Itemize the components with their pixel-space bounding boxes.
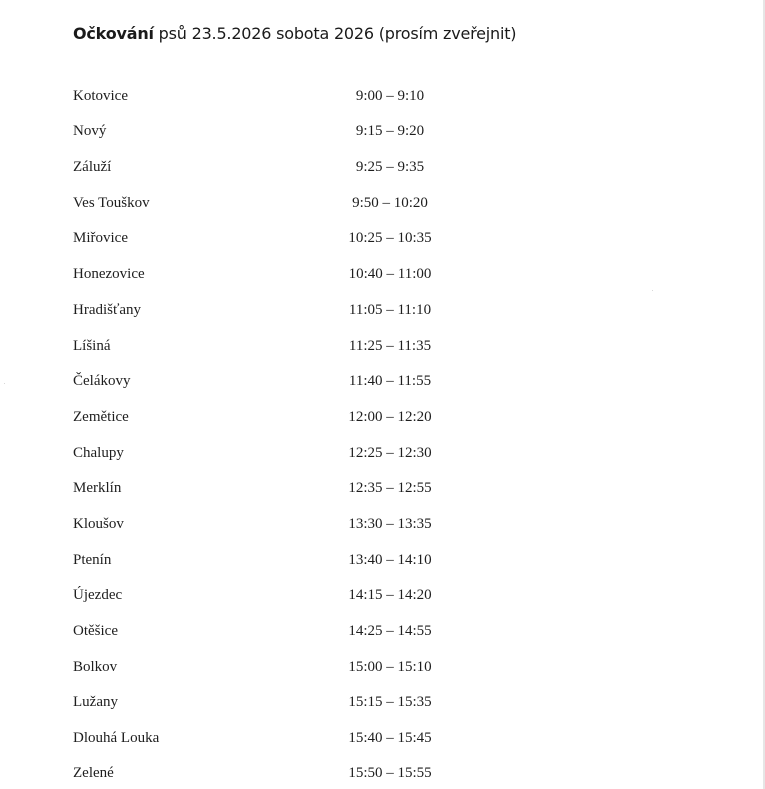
- village-name: Chalupy: [73, 445, 124, 461]
- schedule-row: [0, 228, 763, 252]
- village-name: Zelené: [73, 765, 114, 781]
- time-slot: 12:35 – 12:55: [348, 480, 432, 496]
- schedule-row: [0, 407, 763, 431]
- title-bold-part: Očkování: [73, 24, 154, 43]
- village-name: Zemětice: [73, 409, 129, 425]
- time-slot: 9:00 – 9:10: [355, 88, 425, 104]
- time-slot: 11:25 – 11:35: [348, 338, 432, 354]
- schedule-row: [0, 264, 763, 288]
- village-name: Merklín: [73, 480, 122, 496]
- schedule-row: [0, 514, 763, 538]
- time-slot: 15:15 – 15:35: [348, 694, 432, 710]
- village-name: Ves Touškov: [73, 195, 150, 211]
- schedule-row: [0, 157, 763, 181]
- village-name: Miřovice: [73, 230, 128, 246]
- village-name: Honezovice: [73, 266, 145, 282]
- title-rest-part: psů 23.5.2026 sobota 2026 (prosím zveřejnit): [153, 24, 517, 43]
- village-name: Nový: [73, 123, 107, 139]
- time-slot: 15:00 – 15:10: [348, 659, 432, 675]
- time-slot: 12:00 – 12:20: [348, 409, 432, 425]
- schedule-row: [0, 300, 763, 324]
- time-slot: 11:05 – 11:10: [348, 302, 432, 318]
- schedule-row: [0, 443, 763, 467]
- time-slot: 13:30 – 13:35: [348, 516, 432, 532]
- schedule-row: [0, 692, 763, 716]
- schedule-row: [0, 621, 763, 645]
- schedule-row: [0, 657, 763, 681]
- village-name: Hradišťany: [73, 302, 142, 318]
- time-slot: 14:15 – 14:20: [348, 587, 432, 603]
- time-slot: 10:40 – 11:00: [348, 266, 432, 282]
- time-slot: 15:50 – 15:55: [348, 765, 432, 781]
- time-slot: 14:25 – 14:55: [348, 623, 432, 639]
- village-name: Bolkov: [73, 659, 118, 675]
- village-name: Kloušov: [73, 516, 124, 532]
- schedule-row: [0, 86, 763, 110]
- schedule-row: [0, 478, 763, 502]
- time-slot: 9:25 – 9:35: [355, 159, 425, 175]
- village-name: Újezdec: [73, 587, 123, 603]
- time-slot: 13:40 – 14:10: [348, 552, 432, 568]
- time-slot: 11:40 – 11:55: [348, 373, 432, 389]
- schedule-row: [0, 336, 763, 360]
- village-name: Kotovice: [73, 88, 128, 104]
- village-name: Lužany: [73, 694, 118, 710]
- scan-speck: [4, 383, 5, 384]
- village-name: Dlouhá Louka: [73, 730, 160, 746]
- schedule-row: [0, 585, 763, 609]
- village-name: Líšiná: [73, 338, 111, 354]
- schedule-row: [0, 550, 763, 574]
- time-slot: 9:15 – 9:20: [355, 123, 425, 139]
- village-name: Čelákovy: [73, 373, 131, 389]
- schedule-row: [0, 728, 763, 752]
- village-name: Ptenín: [73, 552, 112, 568]
- time-slot: 10:25 – 10:35: [348, 230, 432, 246]
- time-slot: 9:50 – 10:20: [352, 195, 428, 211]
- time-slot: 12:25 – 12:30: [348, 445, 432, 461]
- time-slot: 15:40 – 15:45: [348, 730, 432, 746]
- village-name: Záluží: [73, 159, 112, 175]
- schedule-row: [0, 193, 763, 217]
- scan-speck: [652, 290, 653, 291]
- schedule-row: [0, 763, 763, 787]
- schedule-row: [0, 371, 763, 395]
- village-name: Otěšice: [73, 623, 118, 639]
- schedule-row: [0, 121, 763, 145]
